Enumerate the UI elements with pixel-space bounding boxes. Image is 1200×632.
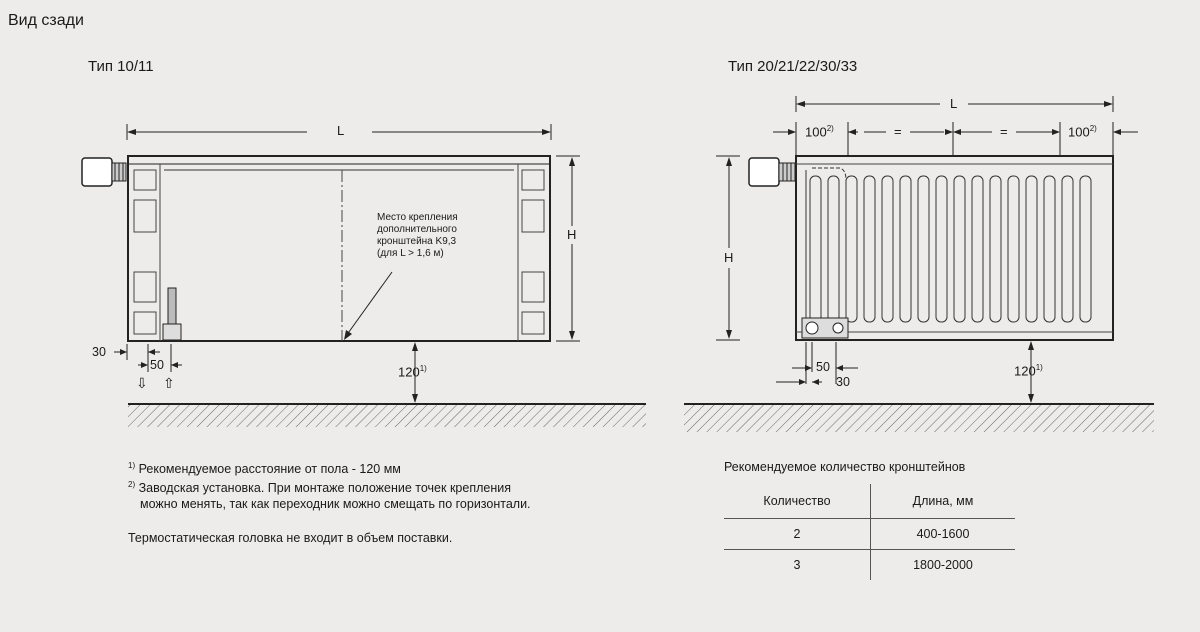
right-dim-50: 50	[816, 360, 830, 374]
table-row	[724, 519, 1015, 550]
right-floor-gap	[1014, 363, 1043, 378]
table-cell: 2	[724, 519, 871, 550]
table-header-length: Длина, мм	[912, 494, 974, 508]
left-floor-gap-ref: 1)	[419, 364, 427, 373]
left-height-label: H	[567, 227, 577, 242]
flow-up-arrow-icon: ⇧	[163, 375, 175, 391]
table-row	[724, 550, 1015, 581]
footnote-1-text: Рекомендуемое расстояние от пола - 120 мм	[138, 462, 401, 477]
bracket-table-caption: Рекомендуемое количество кронштейнов	[724, 460, 966, 474]
footnotes	[128, 458, 531, 546]
left-diagram-title: Тип 10/11	[88, 58, 154, 75]
table-cell: 1800-2000	[913, 558, 973, 572]
right-dim-100-right-ref: 2)	[1089, 124, 1097, 133]
page-title: Вид сзади	[8, 12, 84, 29]
footnote-2	[128, 477, 531, 496]
right-dim-equal-left: =	[894, 124, 902, 139]
right-height-label: H	[724, 250, 734, 265]
thermo-note: Термостатическая головка не входит в объем поставки.	[128, 531, 453, 546]
table-cell: 400-1600	[916, 527, 970, 541]
radiator-fins	[810, 176, 1091, 322]
left-dim-30: 30	[92, 345, 106, 359]
bracket-table	[724, 484, 1015, 580]
right-radiator	[684, 96, 1154, 432]
right-dim-equal-right: =	[1000, 124, 1008, 139]
table-header-row	[724, 484, 1015, 519]
bracket-note	[377, 212, 458, 260]
bracket-note-line: Место крепления	[377, 212, 458, 223]
flow-down-arrow-icon: ⇩	[136, 375, 148, 391]
bracket-note-line: кронштейна K9,3	[377, 236, 457, 247]
left-length-label: L	[337, 123, 345, 138]
left-floor-gap-value: 120	[398, 364, 420, 380]
right-dim-30: 30	[836, 375, 850, 389]
right-dim-100-left-value: 100	[805, 124, 827, 140]
footnote-2-mark: 2)	[128, 480, 136, 490]
table-header-quantity: Количество	[724, 484, 871, 519]
bracket-note-line: дополнительного	[377, 224, 457, 235]
footnote-2-continued: можно менять, так как переходник можно смещать по горизонтали.	[140, 497, 531, 512]
right-dim-100-left	[805, 124, 834, 139]
left-dim-50: 50	[150, 358, 164, 372]
footnote-2-text: Заводская установка. При монтаже положение точек крепления	[138, 481, 511, 496]
right-dim-100-left-ref: 2)	[826, 124, 834, 133]
footnote-1	[128, 458, 531, 477]
table-cell: 3	[724, 550, 871, 581]
right-floor-gap-ref: 1)	[1035, 363, 1043, 372]
left-floor-gap	[398, 364, 427, 379]
bracket-note-line: (для L > 1,6 м)	[377, 248, 444, 259]
right-length-label: L	[950, 96, 958, 111]
right-diagram-title: Тип 20/21/22/30/33	[728, 58, 858, 75]
right-dim-100-right-value: 100	[1068, 124, 1090, 140]
footnote-1-mark: 1)	[128, 461, 136, 470]
right-floor-gap-value: 120	[1014, 363, 1036, 379]
right-dim-100-right	[1068, 124, 1097, 139]
